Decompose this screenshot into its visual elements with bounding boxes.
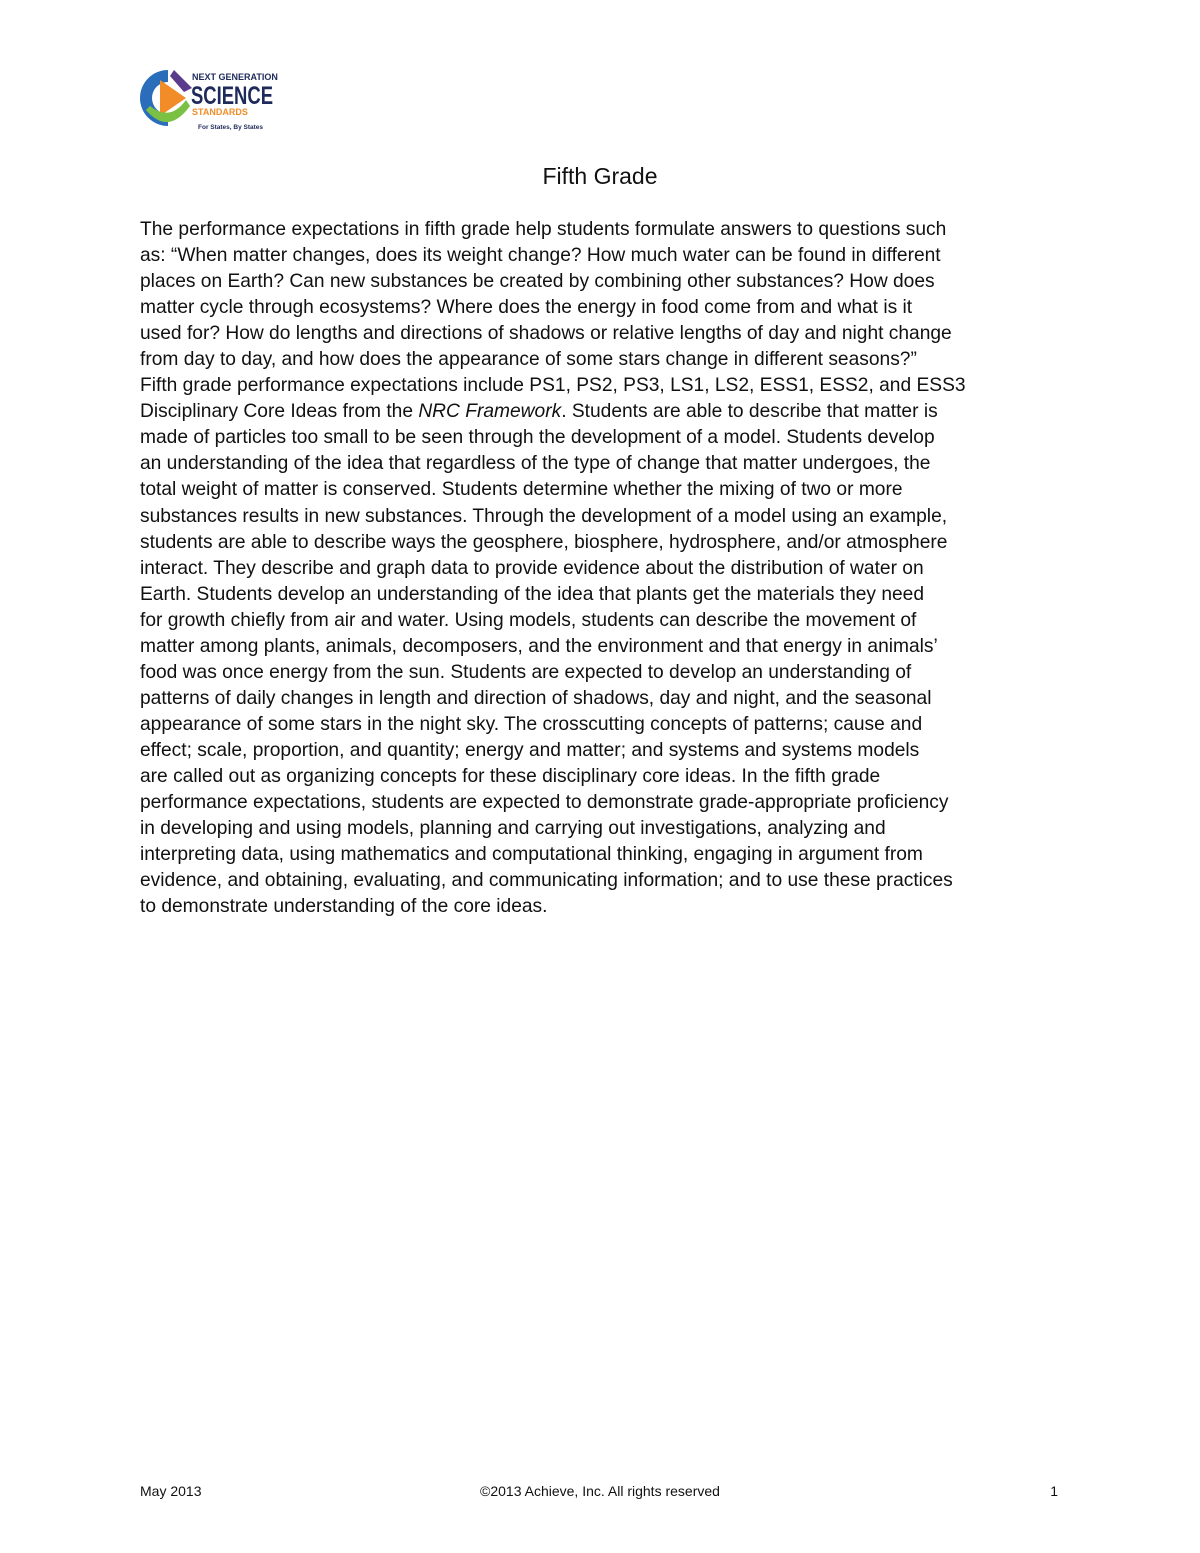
paragraph-line: students are able to describe ways the geosphere, biosphere, hydrosphere, and/or atmosphere	[140, 531, 948, 553]
logo-line2: SCIENCE	[191, 82, 273, 110]
footer-date: May 2013	[140, 1483, 202, 1499]
paragraph-line: effect; scale, proportion, and quantity; energy and matter; and systems and systems models	[140, 739, 920, 761]
logo-line1: NEXT GENERATION	[192, 72, 278, 82]
ngss-logo-mark	[140, 66, 280, 132]
body-paragraph	[140, 217, 1064, 920]
paragraph-line: made of particles too small to be seen through the development of a model. Students develop	[140, 427, 935, 449]
logo-tagline: For States, By States	[198, 124, 264, 131]
paragraph-line: performance expectations, students are expected to demonstrate grade-appropriate proficiency	[140, 792, 949, 814]
paragraph-line: Earth. Students develop an understanding of the idea that plants get the materials they need	[140, 583, 925, 605]
paragraph-line: patterns of daily changes in length and direction of shadows, day and night, and the seasonal	[140, 687, 932, 709]
paragraph-line: food was once energy from the sun. Students are expected to develop an understanding of	[140, 661, 912, 683]
footer-copyright: ©2013 Achieve, Inc. All rights reserved	[480, 1483, 720, 1499]
paragraph-line: from day to day, and how does the appearance of some stars change in different seasons?”	[140, 349, 917, 371]
paragraph-line: interpreting data, using mathematics and computational thinking, engaging in argument from	[140, 844, 923, 866]
paragraph-line: The performance expectations in fifth grade help students formulate answers to questions such	[140, 219, 947, 240]
paragraph-line-framework	[140, 399, 1064, 425]
nrc-framework-title: NRC Framework	[418, 401, 562, 423]
paragraph-line: to demonstrate understanding of the core ideas.	[140, 896, 548, 918]
paragraph-line: substances results in new substances. Through the development of a model using an example,	[140, 505, 948, 527]
paragraph-line: Fifth grade performance expectations include PS1, PS2, PS3, LS1, LS2, ESS1, ESS2, and ESS3	[140, 375, 966, 397]
framework-text-after: . Students are able to describe that matter is	[561, 401, 938, 423]
paragraph-line: evidence, and obtaining, evaluating, and communicating information; and to use these practices	[140, 870, 953, 892]
paragraph-line: used for? How do lengths and directions of shadows or relative lengths of day and night change	[140, 323, 952, 345]
paragraph-line: interact. They describe and graph data to provide evidence about the distribution of water on	[140, 557, 924, 579]
paragraph-line: as: “When matter changes, does its weight change? How much water can be found in different	[140, 245, 941, 267]
paragraph-line: places on Earth? Can new substances be created by combining other substances? How does	[140, 271, 935, 293]
page-title: Fifth Grade	[542, 163, 658, 189]
paragraph-line: an understanding of the idea that regardless of the type of change that matter undergoes, the	[140, 453, 931, 475]
paragraph-line: matter cycle through ecosystems? Where does the energy in food come from and what is it	[140, 297, 913, 319]
paragraph-line: appearance of some stars in the night sky. The crosscutting concepts of patterns; cause and	[140, 713, 923, 735]
paragraph-line: total weight of matter is conserved. Students determine whether the mixing of two or more	[140, 479, 903, 501]
paragraph-line: matter among plants, animals, decomposers, and the environment and that energy in animals’	[140, 635, 938, 657]
paragraph-line: are called out as organizing concepts for these disciplinary core ideas. In the fifth grade	[140, 765, 881, 787]
framework-text-before: Disciplinary Core Ideas from the	[140, 401, 419, 423]
paragraph-line: in developing and using models, planning and carrying out investigations, analyzing and	[140, 818, 886, 840]
ngss-logo	[140, 66, 280, 132]
footer-page-number: 1	[1050, 1483, 1058, 1499]
paragraph-line: for growth chiefly from air and water. Using models, students can describe the movement of	[140, 609, 917, 631]
logo-line3: STANDARDS	[192, 107, 248, 117]
